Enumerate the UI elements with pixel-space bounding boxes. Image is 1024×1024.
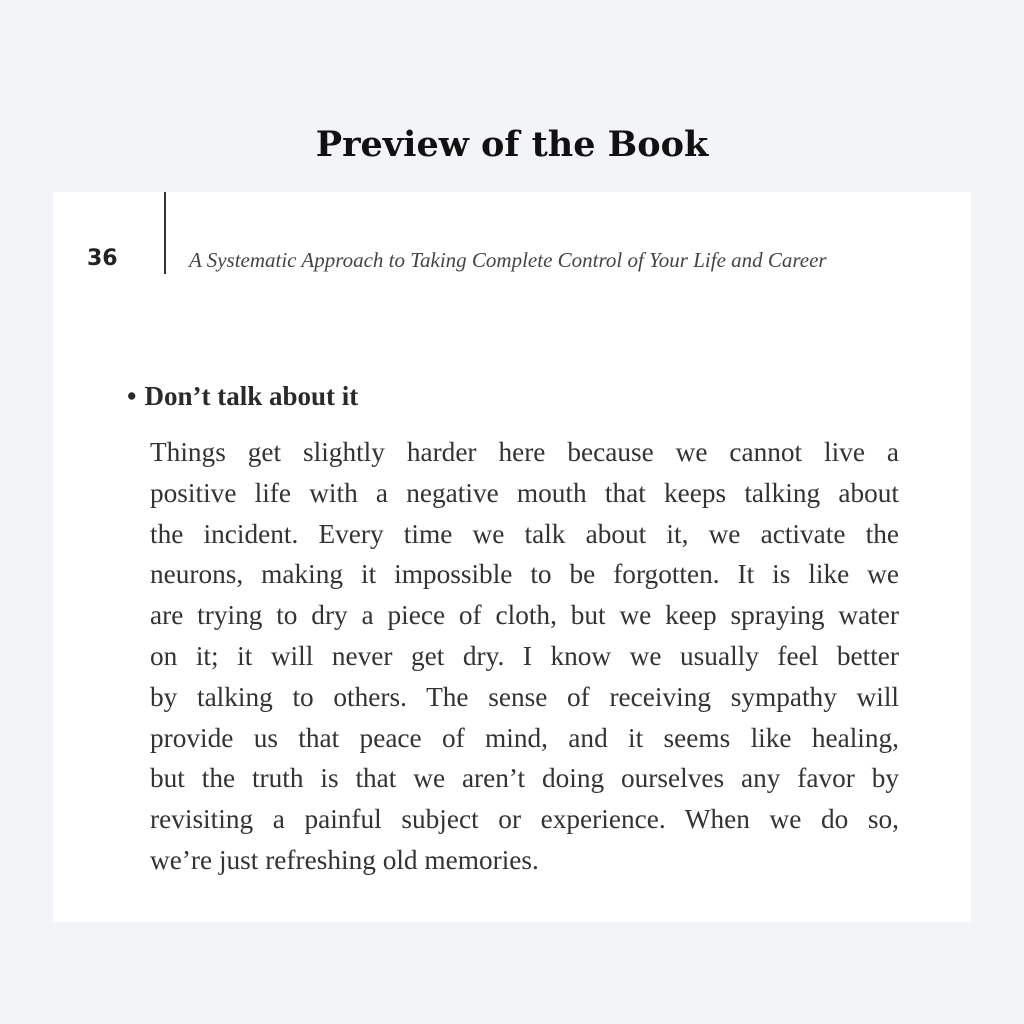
running-head: A Systematic Approach to Taking Complete Control of Your Life and Career (189, 248, 827, 272)
body-line: by talking to others. The sense of receiving sympathy will (150, 681, 899, 712)
book-page (53, 192, 971, 922)
header-divider (164, 192, 166, 274)
section-heading (127, 380, 358, 412)
body-line: but the truth is that we aren’t doing ourselves any favor by (150, 763, 899, 794)
body-line: we’re just refreshing old memories. (150, 844, 539, 875)
body-paragraph (150, 432, 899, 881)
body-line: on it; it will never get dry. I know we usually feel better (150, 640, 899, 671)
body-line: Things get slightly harder here because we cannot live a (150, 437, 899, 467)
body-line: provide us that peace of mind, and it seems like healing, (150, 722, 899, 753)
body-line: are trying to dry a piece of cloth, but we keep spraying water (150, 600, 899, 631)
body-line: neurons, making it impossible to be forgotten. It is like we (150, 559, 899, 590)
preview-title: Preview of the Book (315, 124, 709, 165)
bullet-icon: • (127, 381, 137, 411)
section-heading-text: Don’t talk about it (144, 381, 359, 411)
body-line: revisiting a painful subject or experience. When we do so, (150, 804, 899, 835)
body-line: positive life with a negative mouth that keeps talking about (150, 477, 899, 508)
body-line: the incident. Every time we talk about it, we activate the (150, 518, 899, 549)
page-number: 36 (87, 246, 118, 271)
